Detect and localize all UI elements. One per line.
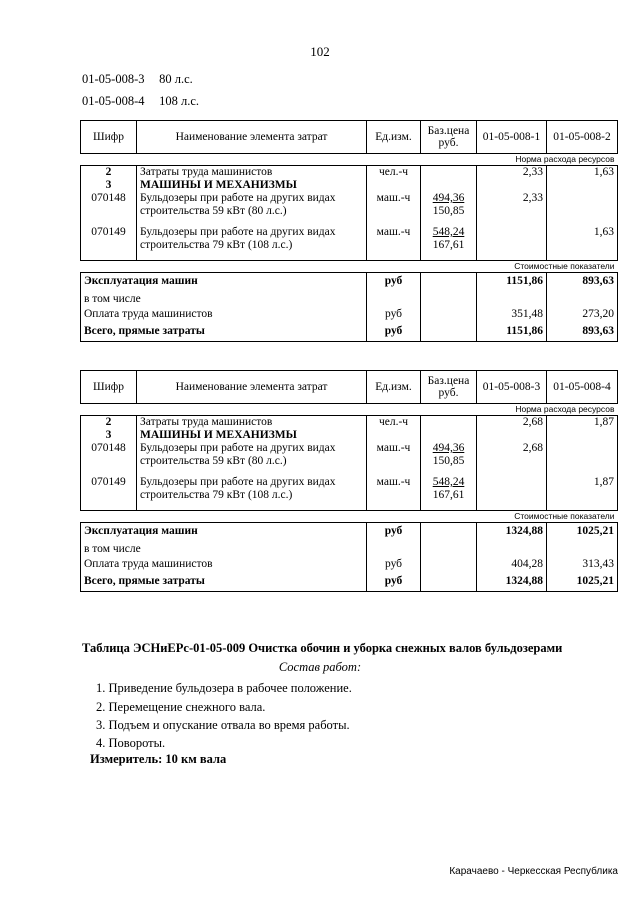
- table-row: [81, 226, 618, 260]
- section-row: [81, 260, 618, 272]
- cell: Всего, прямые затраты: [81, 325, 367, 341]
- cell: чел.-ч: [367, 416, 421, 430]
- table-row: [81, 558, 618, 575]
- cell: [547, 442, 618, 476]
- cell: [367, 179, 421, 192]
- cell: [421, 308, 477, 325]
- cell: [477, 429, 547, 442]
- cell: руб: [367, 558, 421, 575]
- code-line: [82, 94, 233, 109]
- header-shifr: Шифр: [81, 371, 137, 404]
- cell: [421, 272, 477, 290]
- cell: 3: [81, 179, 137, 192]
- section-row: [81, 404, 618, 416]
- cell: руб: [367, 325, 421, 341]
- cell: [421, 476, 477, 510]
- cell: [421, 166, 477, 180]
- table-row: [81, 272, 618, 290]
- cell: МАШИНЫ И МЕХАНИЗМЫ: [137, 429, 367, 442]
- name-line: Бульдозеры при работе на других видах: [140, 476, 336, 488]
- step-item: 3. Подъем и опускание отвала во время работы.: [96, 718, 350, 732]
- cell: руб: [367, 272, 421, 290]
- cell: в том числе: [81, 290, 367, 308]
- cell: [137, 226, 367, 260]
- cell: 1025,21: [547, 575, 618, 591]
- section-cost: Стоимостные показатели: [81, 260, 618, 272]
- cell: [421, 522, 477, 540]
- cell: маш.-ч: [367, 226, 421, 260]
- cell: 1025,21: [547, 522, 618, 540]
- cell: 2,33: [477, 192, 547, 226]
- step-item: 4. Повороты.: [96, 736, 166, 750]
- table-header: [81, 121, 618, 154]
- cell: [421, 558, 477, 575]
- cell: 893,63: [547, 325, 618, 341]
- table-row: [81, 166, 618, 180]
- code-desc: 80 л.с.: [159, 72, 193, 86]
- cell: 1151,86: [477, 325, 547, 341]
- code-id: 01-05-008-3: [82, 72, 145, 86]
- price-line: 150,85: [432, 205, 465, 217]
- header-col1: 01-05-008-1: [477, 121, 547, 154]
- resource-table-2: [80, 370, 618, 592]
- cell: Оплата труда машинистов: [81, 308, 367, 325]
- cell: маш.-ч: [367, 192, 421, 226]
- cell: [421, 325, 477, 341]
- cell: [367, 429, 421, 442]
- table-row: [81, 476, 618, 510]
- header-shifr: Шифр: [81, 121, 137, 154]
- cell: 2,68: [477, 442, 547, 476]
- cell: Затраты труда машинистов: [137, 416, 367, 430]
- code-desc: 108 л.с.: [159, 94, 200, 108]
- table-row: [81, 416, 618, 430]
- cell: [421, 540, 477, 558]
- section-norma: Норма расхода ресурсов: [81, 404, 618, 416]
- measure: Измеритель: 10 км вала: [90, 752, 227, 766]
- cell: [477, 226, 547, 260]
- cell: [367, 540, 421, 558]
- step-item: 1. Приведение бульдозера в рабочее положение.: [96, 681, 352, 695]
- name-line: Бульдозеры при работе на других видах: [140, 226, 336, 238]
- cell: 2,33: [477, 166, 547, 180]
- cell: 893,63: [547, 272, 618, 290]
- table-row: [81, 522, 618, 540]
- cell: в том числе: [81, 540, 367, 558]
- cell: [137, 476, 367, 510]
- cell: [477, 290, 547, 308]
- cell: руб: [367, 308, 421, 325]
- cell: [421, 226, 477, 260]
- header-price: [421, 371, 477, 404]
- cell: [477, 540, 547, 558]
- cell: 070148: [81, 192, 137, 226]
- header-name: Наименование элемента затрат: [137, 121, 367, 154]
- header-price-line: Баз.цена: [427, 125, 470, 137]
- step-item: 2. Перемещение снежного вала.: [96, 700, 266, 714]
- cell: [137, 442, 367, 476]
- cell: [547, 179, 618, 192]
- name-line: строительства 79 кВт (108 л.с.): [140, 489, 293, 501]
- cell: 1,87: [547, 476, 618, 510]
- cell: Эксплуатация машин: [81, 272, 367, 290]
- cell: руб: [367, 522, 421, 540]
- header-col2: 01-05-008-4: [547, 371, 618, 404]
- cell: 2,68: [477, 416, 547, 430]
- cell: Всего, прямые затраты: [81, 575, 367, 591]
- cell: [421, 442, 477, 476]
- table-title: Таблица ЭСНиЕРс-01-05-009 Очистка обочин и уборка снежных валов бульдозерами: [82, 641, 563, 655]
- table-row: [81, 290, 618, 308]
- name-line: строительства 59 кВт (80 л.с.): [140, 205, 287, 217]
- section-row: [81, 510, 618, 522]
- table-row: [81, 540, 618, 558]
- code-id: 01-05-008-4: [82, 94, 145, 108]
- table-header: [81, 371, 618, 404]
- table-row: [81, 308, 618, 325]
- header-price-line: руб.: [438, 387, 459, 399]
- cell: [421, 429, 477, 442]
- resource-table-1: [80, 120, 618, 342]
- cell: чел.-ч: [367, 166, 421, 180]
- section-norma: Норма расхода ресурсов: [81, 154, 618, 166]
- cell: 1324,88: [477, 522, 547, 540]
- cell: Оплата труда машинистов: [81, 558, 367, 575]
- cell: [477, 476, 547, 510]
- cell: 1,63: [547, 166, 618, 180]
- cell: 351,48: [477, 308, 547, 325]
- cell: [547, 429, 618, 442]
- cell: [367, 290, 421, 308]
- cell: [421, 416, 477, 430]
- cell: маш.-ч: [367, 476, 421, 510]
- cell: [421, 290, 477, 308]
- cell: Затраты труда машинистов: [137, 166, 367, 180]
- cell: [137, 192, 367, 226]
- name-line: Бульдозеры при работе на других видах: [140, 192, 336, 204]
- cell: [421, 179, 477, 192]
- cell: 070149: [81, 476, 137, 510]
- cell: [421, 192, 477, 226]
- header-col2: 01-05-008-2: [547, 121, 618, 154]
- name-line: строительства 59 кВт (80 л.с.): [140, 455, 287, 467]
- cell: МАШИНЫ И МЕХАНИЗМЫ: [137, 179, 367, 192]
- code-line: [82, 72, 233, 87]
- header-unit: Ед.изм.: [367, 371, 421, 404]
- cell: Эксплуатация машин: [81, 522, 367, 540]
- cell: 2: [81, 416, 137, 430]
- cell: маш.-ч: [367, 442, 421, 476]
- name-line: Бульдозеры при работе на других видах: [140, 442, 336, 454]
- section-row: [81, 154, 618, 166]
- table-row: [81, 429, 618, 442]
- price-line: 167,61: [432, 489, 465, 501]
- cell: руб: [367, 575, 421, 591]
- table-row: [81, 179, 618, 192]
- price-line: 548,24: [432, 226, 465, 238]
- cell: 404,28: [477, 558, 547, 575]
- cell: [547, 192, 618, 226]
- cell: 1,87: [547, 416, 618, 430]
- name-line: строительства 79 кВт (108 л.с.): [140, 239, 293, 251]
- cell: 3: [81, 429, 137, 442]
- header-price: [421, 121, 477, 154]
- cell: 2: [81, 166, 137, 180]
- cell: 070149: [81, 226, 137, 260]
- section-cost: Стоимостные показатели: [81, 510, 618, 522]
- cell: 070148: [81, 442, 137, 476]
- header-price-line: руб.: [438, 137, 459, 149]
- page-number: 102: [310, 44, 330, 59]
- header-col1: 01-05-008-3: [477, 371, 547, 404]
- price-line: 494,36: [432, 442, 465, 454]
- cell: 313,43: [547, 558, 618, 575]
- cell: 1,63: [547, 226, 618, 260]
- cell: [477, 179, 547, 192]
- price-line: 150,85: [432, 455, 465, 467]
- cell: 1151,86: [477, 272, 547, 290]
- footer-region: Карачаево - Черкесская Республика: [449, 866, 618, 877]
- table-row: [81, 575, 618, 591]
- cell: 273,20: [547, 308, 618, 325]
- table-row: [81, 192, 618, 226]
- header-unit: Ед.изм.: [367, 121, 421, 154]
- price-line: 167,61: [432, 239, 465, 251]
- cell: [547, 290, 618, 308]
- price-line: 548,24: [432, 476, 465, 488]
- cell: [547, 540, 618, 558]
- cell: [421, 575, 477, 591]
- header-price-line: Баз.цена: [427, 375, 470, 387]
- table-row: [81, 325, 618, 341]
- cell: 1324,88: [477, 575, 547, 591]
- composition-title: Состав работ:: [278, 660, 362, 674]
- header-name: Наименование элемента затрат: [137, 371, 367, 404]
- price-line: 494,36: [432, 192, 465, 204]
- table-row: [81, 442, 618, 476]
